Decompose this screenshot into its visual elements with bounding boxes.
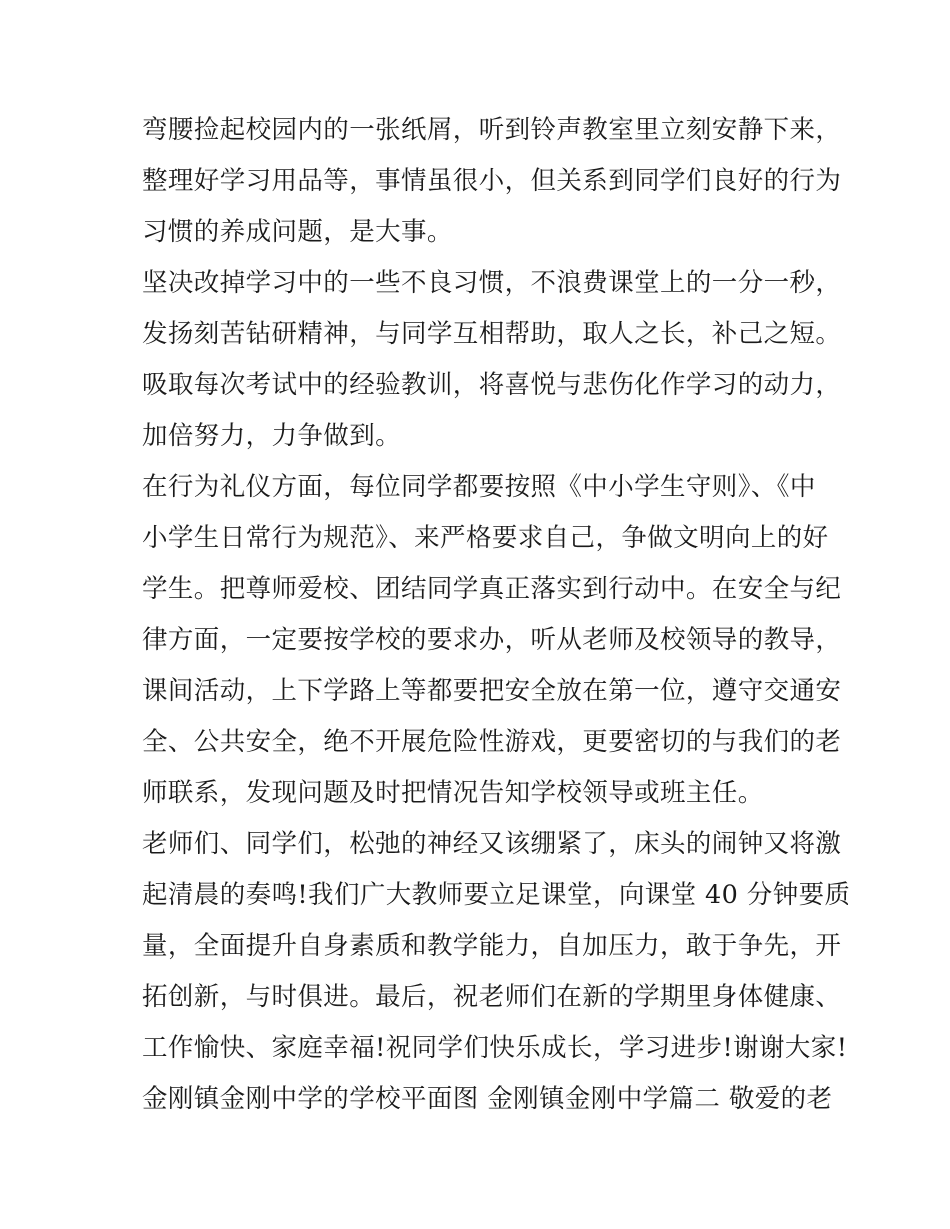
text-line: 师联系，发现问题及时把情况告知学校领导或班主任。 [142, 778, 764, 808]
text-line: 在行为礼仪方面，每位同学都要按照《中小学生守则》、《中 [142, 472, 816, 502]
text-line: 金刚镇金刚中学的学校平面图 金刚镇金刚中学篇二 敬爱的老 [142, 1084, 833, 1114]
text-line: 起清晨的奏鸣!我们广大教师要立足课堂，向课堂 40 分钟要质 [142, 880, 851, 910]
text-line: 工作愉快、家庭幸福!祝同学们快乐成长，学习进步!谢谢大家! [142, 1033, 848, 1063]
text-line: 吸取每次考试中的经验教训，将喜悦与悲伤化作学习的动力， [142, 370, 842, 400]
text-line: 发扬刻苦钻研精神，与同学互相帮助，取人之长，补己之短。 [142, 319, 842, 349]
text-line: 拓创新，与时俱进。最后，祝老师们在新的学期里身体健康、 [142, 982, 842, 1012]
text-line: 整理好学习用品等，事情虽很小，但关系到同学们良好的行为 [142, 166, 842, 196]
text-line: 习惯的养成问题，是大事。 [142, 217, 453, 247]
text-line: 学生。把尊师爱校、团结同学真正落实到行动中。在安全与纪 [142, 574, 842, 604]
text-line: 老师们、同学们，松弛的神经又该绷紧了，床头的闹钟又将激 [142, 829, 842, 859]
text-line: 量，全面提升自身素质和教学能力，自加压力，敢于争先，开 [142, 931, 842, 961]
text-line: 全、公共安全，绝不开展危险性游戏，更要密切的与我们的老 [142, 727, 842, 757]
text-line: 课间活动，上下学路上等都要把安全放在第一位，遵守交通安 [142, 676, 842, 706]
text-line: 坚决改掉学习中的一些不良习惯，不浪费课堂上的一分一秒， [142, 268, 842, 298]
text-line: 小学生日常行为规范》、来严格要求自己，争做文明向上的好 [142, 523, 829, 553]
text-line: 律方面，一定要按学校的要求办，听从老师及校领导的教导， [142, 625, 842, 655]
text-line: 加倍努力，力争做到。 [142, 421, 402, 451]
text-line: 弯腰捡起校园内的一张纸屑，听到铃声教室里立刻安静下来， [142, 115, 842, 145]
